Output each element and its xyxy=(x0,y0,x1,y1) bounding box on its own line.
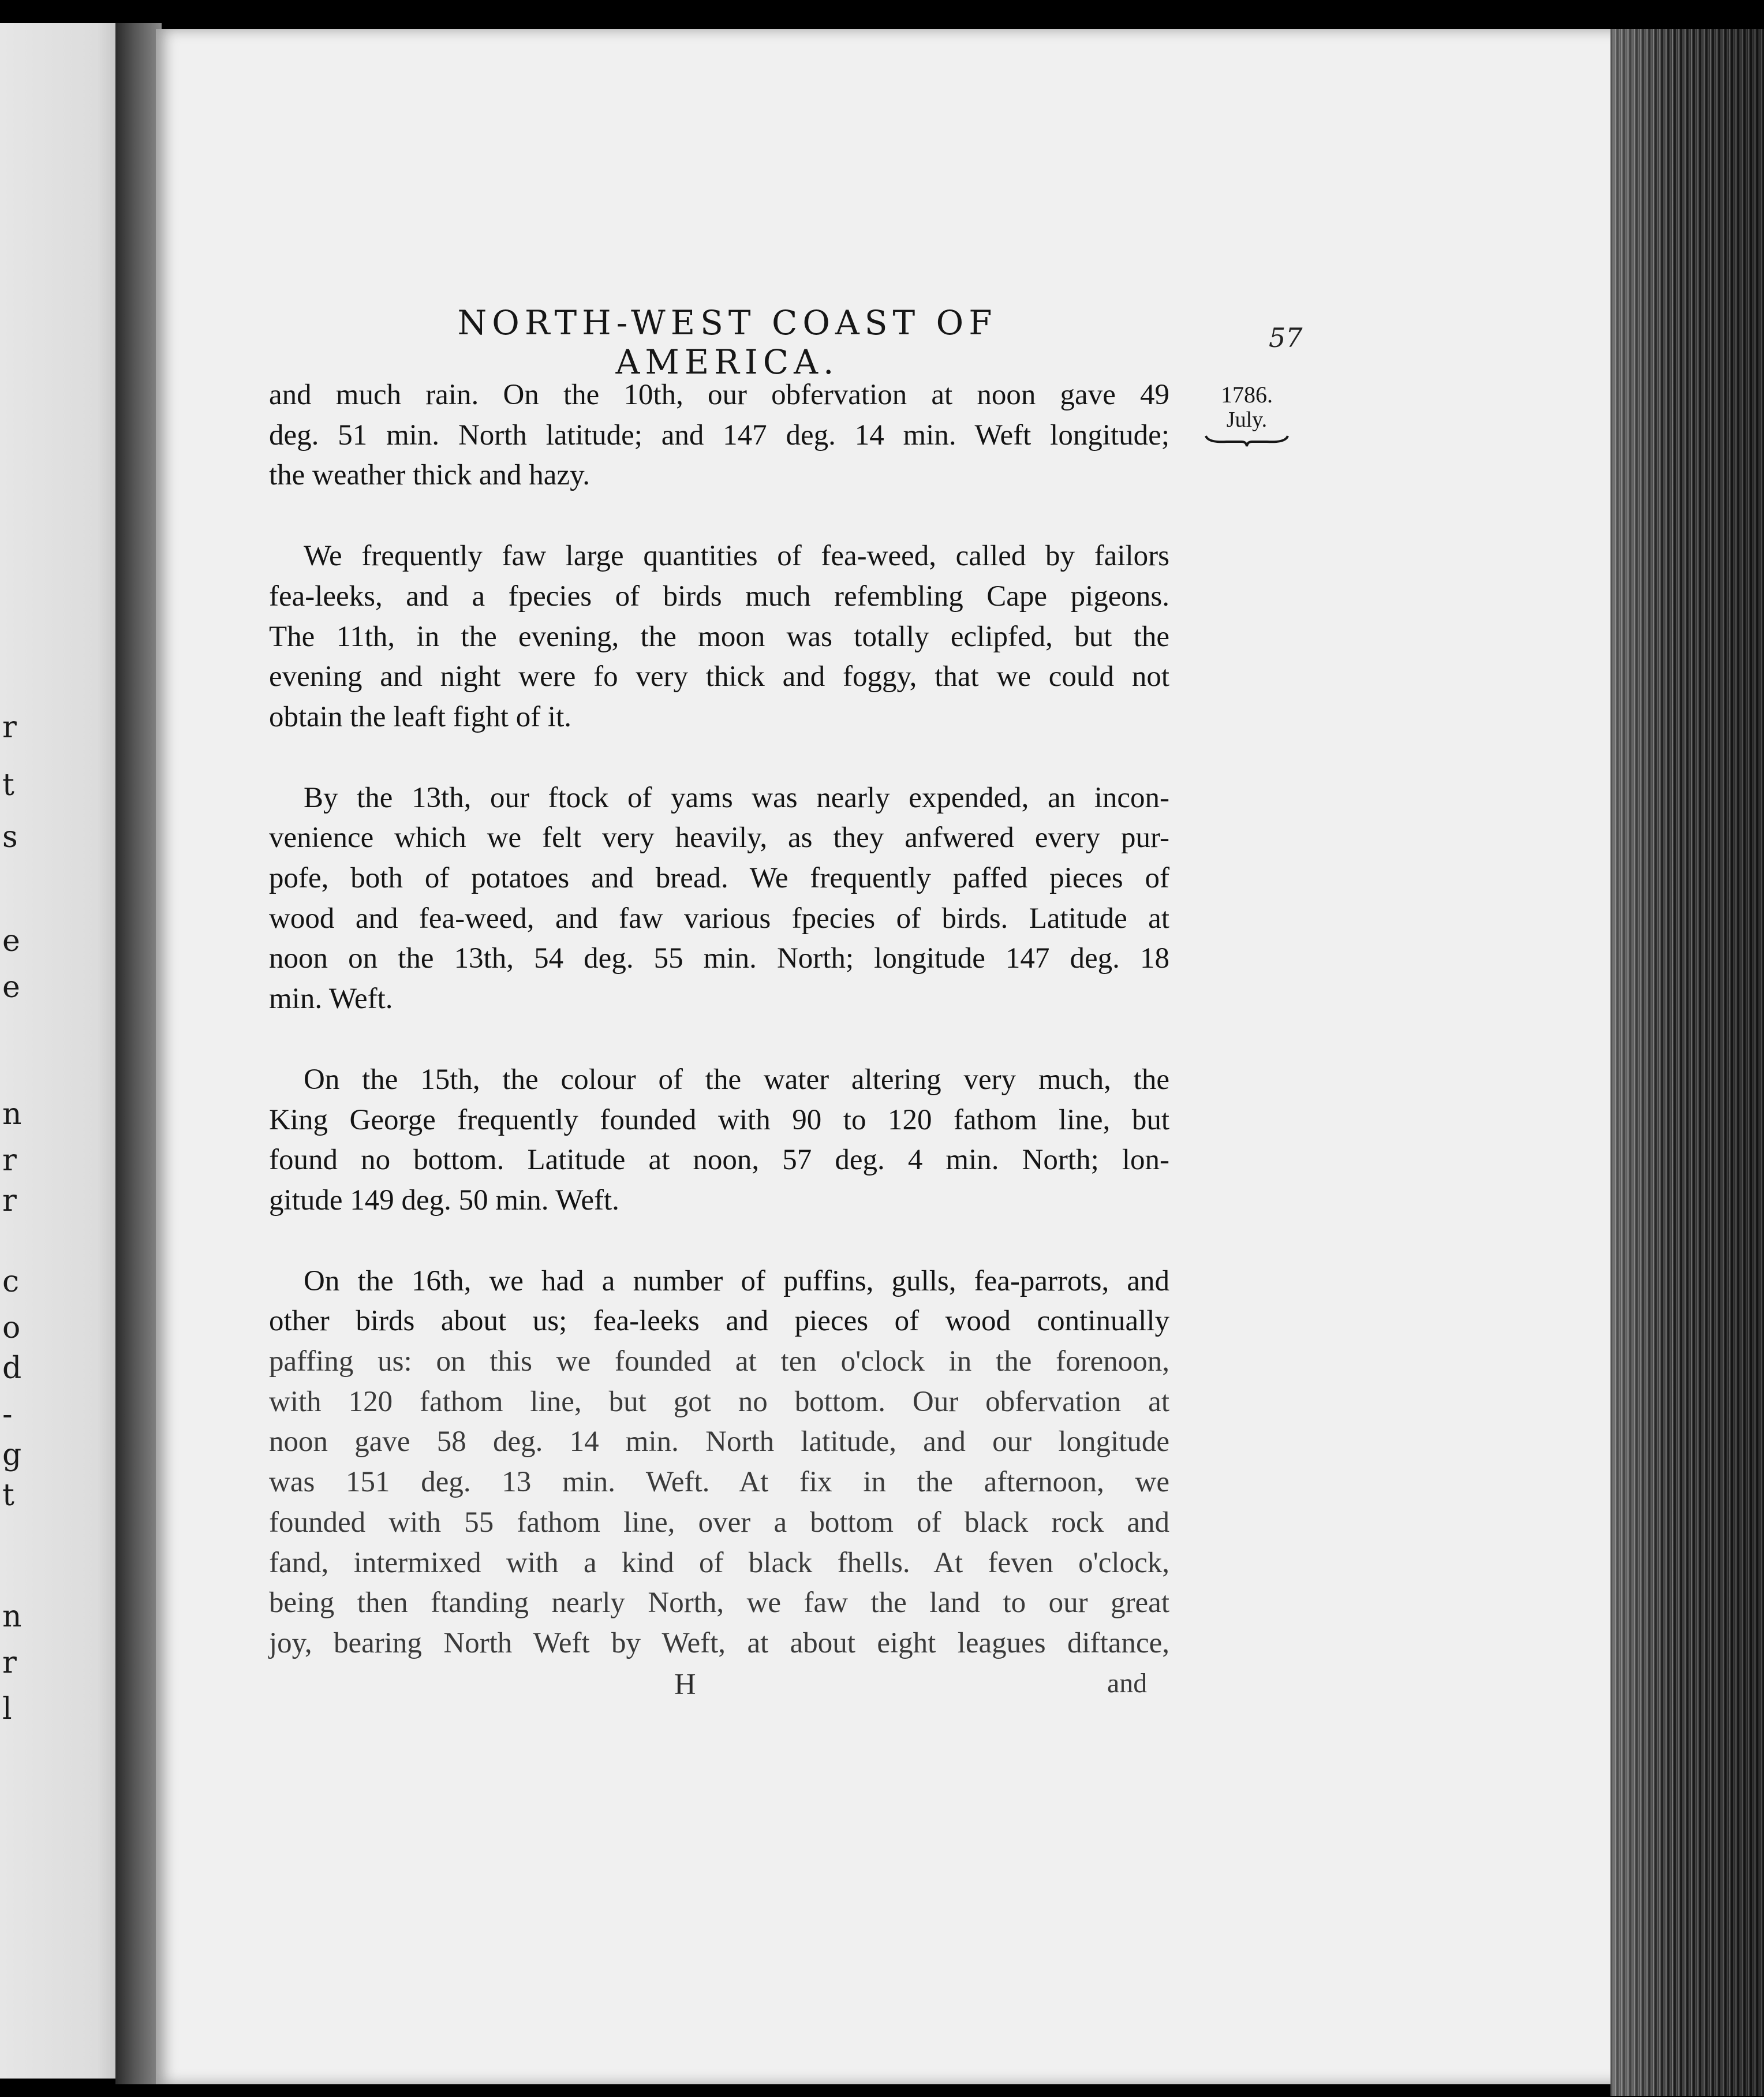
paragraph xyxy=(269,778,1169,1020)
text-line: the weather thick and hazy. xyxy=(269,459,591,492)
text-line: noon on the 13th, 54 deg. 55 min. North; longitude 147 deg. 18 xyxy=(269,942,1169,975)
left-fragment: n xyxy=(2,1599,22,1634)
text-line: joy, bearing North Weft by Weft, at about eight leagues diftance, xyxy=(269,1626,1169,1659)
text-line: obtain the leaft fight of it. xyxy=(269,700,572,733)
text-line: paffing us: on this we founded at ten o'clock in the forenoon, xyxy=(269,1345,1169,1378)
text-line: King George frequently founded with 90 to 120 fathom line, but xyxy=(269,1103,1169,1136)
body-text xyxy=(269,375,1169,1664)
margin-month: July. xyxy=(1226,408,1268,432)
text-line: other birds about us; fea-leeks and pieces of wood continually xyxy=(269,1305,1169,1338)
text-line: found no bottom. Latitude at noon, 57 deg. 4 min. North; lon- xyxy=(269,1144,1169,1177)
text-line: gitude 149 deg. 50 min. Weft. xyxy=(269,1184,619,1217)
page-number: 57 xyxy=(1269,322,1303,353)
left-fragment: s xyxy=(2,820,18,855)
left-fragment: g xyxy=(2,1438,22,1472)
left-fragment: t xyxy=(2,1478,14,1513)
text-line: wood and fea-weed, and faw various fpecies of birds. Latitude at xyxy=(269,902,1169,935)
left-fragment: t xyxy=(2,768,14,803)
book-gutter xyxy=(115,23,162,2084)
text-line: venience which we felt very heavily, as they anfwered every pur- xyxy=(269,822,1169,855)
left-fragment: r xyxy=(2,1184,17,1218)
left-fragment: n xyxy=(2,1097,22,1132)
left-fragment: r xyxy=(2,710,17,745)
text-line: The 11th, in the evening, the moon was totally eclipfed, but the xyxy=(269,620,1169,653)
text-line: being then ftanding nearly North, we faw the land to our great xyxy=(269,1587,1169,1620)
left-fragment: c xyxy=(2,1264,20,1299)
left-fragment: - xyxy=(2,1397,13,1432)
margin-year: 1786. xyxy=(1221,382,1273,408)
left-fragment: o xyxy=(2,1311,21,1345)
brace-icon xyxy=(1204,434,1290,449)
text-line: deg. 51 min. North latitude; and 147 deg. 14 min. Weft longitude; xyxy=(269,419,1169,452)
text-line: By the 13th, our ftock of yams was nearly expended, an incon- xyxy=(304,781,1169,814)
left-fragment: e xyxy=(2,924,20,958)
page-edges xyxy=(1610,29,1764,2096)
left-fragment: e xyxy=(2,970,20,1005)
margin-note xyxy=(1201,381,1293,449)
left-fragment: d xyxy=(2,1351,22,1386)
catchword: and xyxy=(1107,1668,1148,1699)
text-line: fand, intermixed with a kind of black fhells. At feven o'clock, xyxy=(269,1546,1169,1579)
text-line: fea-leeks, and a fpecies of birds much refembling Cape pigeons. xyxy=(269,580,1169,613)
text-line: was 151 deg. 13 min. Weft. At fix in the afternoon, we xyxy=(269,1466,1169,1499)
text-line: On the 16th, we had a number of puffins, gulls, fea-parrots, and xyxy=(304,1264,1169,1297)
paragraph xyxy=(269,1060,1169,1221)
left-fragment: r xyxy=(2,1645,17,1680)
paragraph xyxy=(269,375,1169,496)
text-line: and much rain. On the 10th, our obfervation at noon gave 49 xyxy=(269,379,1169,411)
running-head: NORTH-WEST COAST OF AMERICA. xyxy=(457,303,997,382)
text-line: We frequently faw large quantities of fea-weed, called by failors xyxy=(304,540,1169,573)
left-fragment: r xyxy=(2,1143,17,1178)
text-line: with 120 fathom line, but got no bottom. Our obfervation at xyxy=(269,1385,1169,1418)
text-line: founded with 55 fathom line, over a bottom of black rock and xyxy=(269,1506,1169,1539)
paragraph xyxy=(269,1262,1169,1664)
text-line: min. Weft. xyxy=(269,983,393,1016)
text-line: On the 15th, the colour of the water altering very much, the xyxy=(304,1063,1169,1096)
paragraph xyxy=(269,536,1169,738)
text-line: evening and night were fo very thick and foggy, that we could not xyxy=(269,661,1169,693)
signature-mark: H xyxy=(674,1668,696,1701)
left-fragment: l xyxy=(2,1692,12,1726)
text-line: noon gave 58 deg. 14 min. North latitude, and our longitude xyxy=(269,1426,1169,1458)
text-line: pofe, both of potatoes and bread. We frequently paffed pieces of xyxy=(269,862,1169,895)
